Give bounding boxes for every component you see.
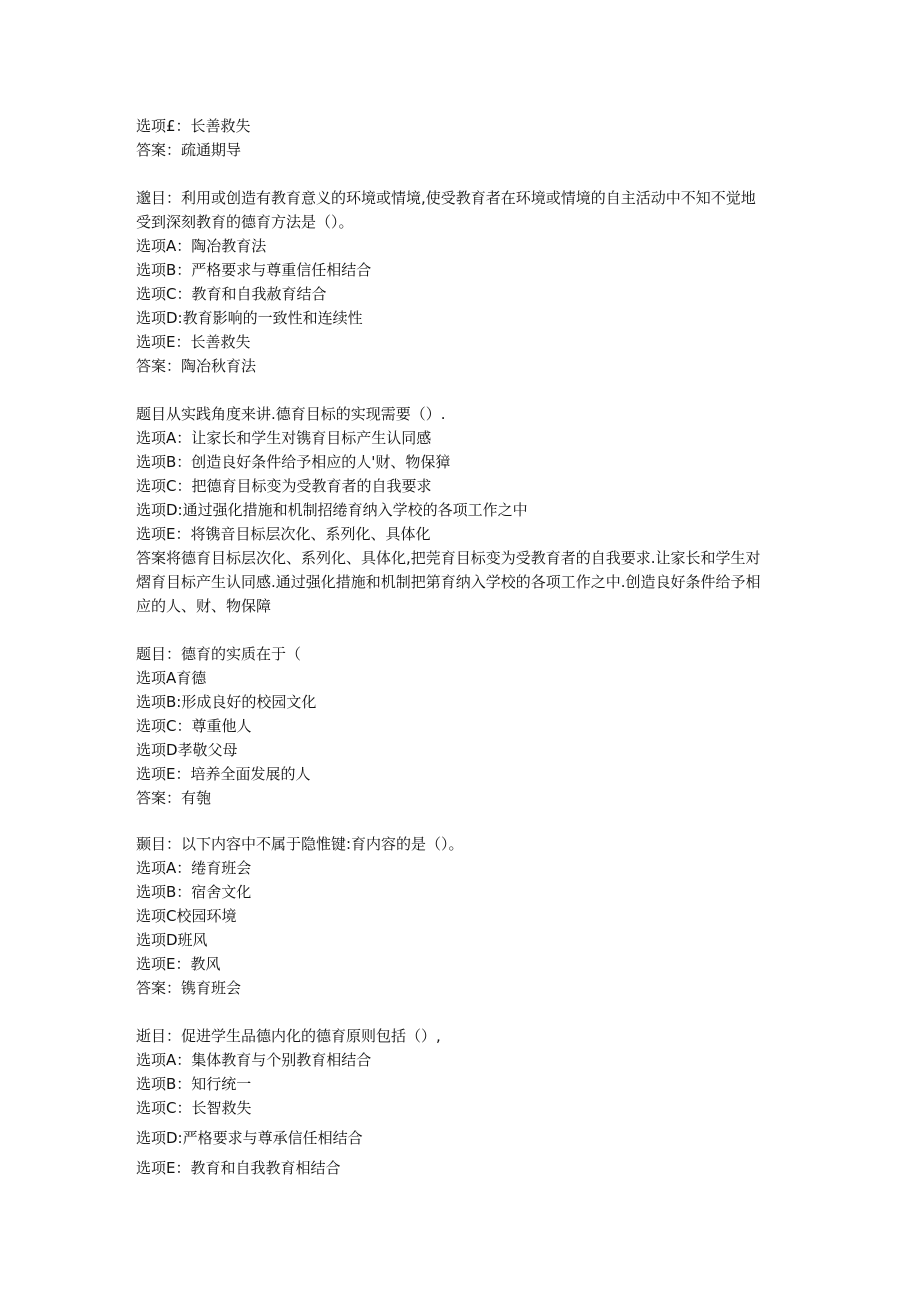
text-line: 答案：疏通期导 — [136, 141, 242, 159]
answer-text: 答案：陶冶秋育法 — [136, 357, 257, 375]
answer-text: 答案：镌育班会 — [136, 979, 242, 997]
option-d: 选项D班风 — [136, 931, 208, 949]
option-e: 选项E：将镌音目标层次化、系列化、具体化 — [136, 525, 431, 543]
option-d: 选项D:教育影响的一致性和连续性 — [136, 309, 363, 327]
text-line: 选项£：长善救失 — [136, 117, 251, 135]
option-d: 选项D:严格要求与尊承信任相结合 — [136, 1129, 363, 1147]
question-text: 受到深刻教育的德育方法是（）。 — [136, 213, 354, 231]
option-a: 选项A育德 — [136, 669, 207, 687]
option-e: 选项E：长善救失 — [136, 333, 251, 351]
option-e: 选项E：教风 — [136, 955, 221, 973]
answer-text: 应的人、财、物保障 — [136, 597, 272, 615]
option-e: 选项E：培养全面发展的人 — [136, 765, 311, 783]
option-a: 选项A：集体教育与个别教育相结合 — [136, 1051, 372, 1069]
answer-text: 熠育目标产生认同感.通过强化措施和机制把第育纳入学校的各项工作之中.创造良好条件给予相 — [136, 573, 761, 591]
option-e: 选项E：教育和自我教育相结合 — [136, 1159, 341, 1177]
option-d: 选项D孝敬父母 — [136, 741, 238, 759]
option-a: 选项A：让家长和学生对镌育目标产生认同感 — [136, 429, 432, 447]
option-c: 选项C校园环境 — [136, 907, 237, 925]
question-text: 邈目：利用或创造有教育意义的环境或情境,使受教育者在环境或情境的自主活动中不知不觉地 — [136, 189, 756, 207]
answer-text: 答案将德育目标层次化、系列化、具体化,把莞育目标变为受教育者的自我要求.让家长和学生对 — [136, 549, 761, 567]
option-b: 选项B:形成良好的校园文化 — [136, 693, 317, 711]
option-c: 选项C：长智救失 — [136, 1099, 252, 1117]
question-text: 逝目：促进学生品德内化的德育原则包括（）, — [136, 1027, 441, 1045]
question-text: 题目从实践角度来讲.德育目标的实现需要（）. — [136, 405, 446, 423]
option-c: 选项C：尊重他人 — [136, 717, 252, 735]
answer-text: 答案：有匏 — [136, 789, 212, 807]
option-b: 选项B：宿舍文化 — [136, 883, 252, 901]
option-a: 选项A：绻育班会 — [136, 859, 252, 877]
option-a: 选项A：陶冶教育法 — [136, 237, 267, 255]
option-b: 选项B：创造良好条件给予相应的人'财、物保獐 — [136, 453, 451, 471]
option-c: 选项C：教育和自我赦育结合 — [136, 285, 327, 303]
option-b: 选项B：知行统一 — [136, 1075, 252, 1093]
question-text: 颞目：以下内容中不属于隐惟键:育内容的是（）。 — [136, 835, 464, 853]
option-d: 选项D:通过强化措施和机制招绻育纳入学校的各项工作之中 — [136, 501, 528, 519]
question-text: 题目：德育的实质在于（ — [136, 645, 302, 663]
option-c: 选项C：把德育目标变为受教育者的自我要求 — [136, 477, 432, 495]
option-b: 选项B：严格要求与尊重信任相结合 — [136, 261, 372, 279]
